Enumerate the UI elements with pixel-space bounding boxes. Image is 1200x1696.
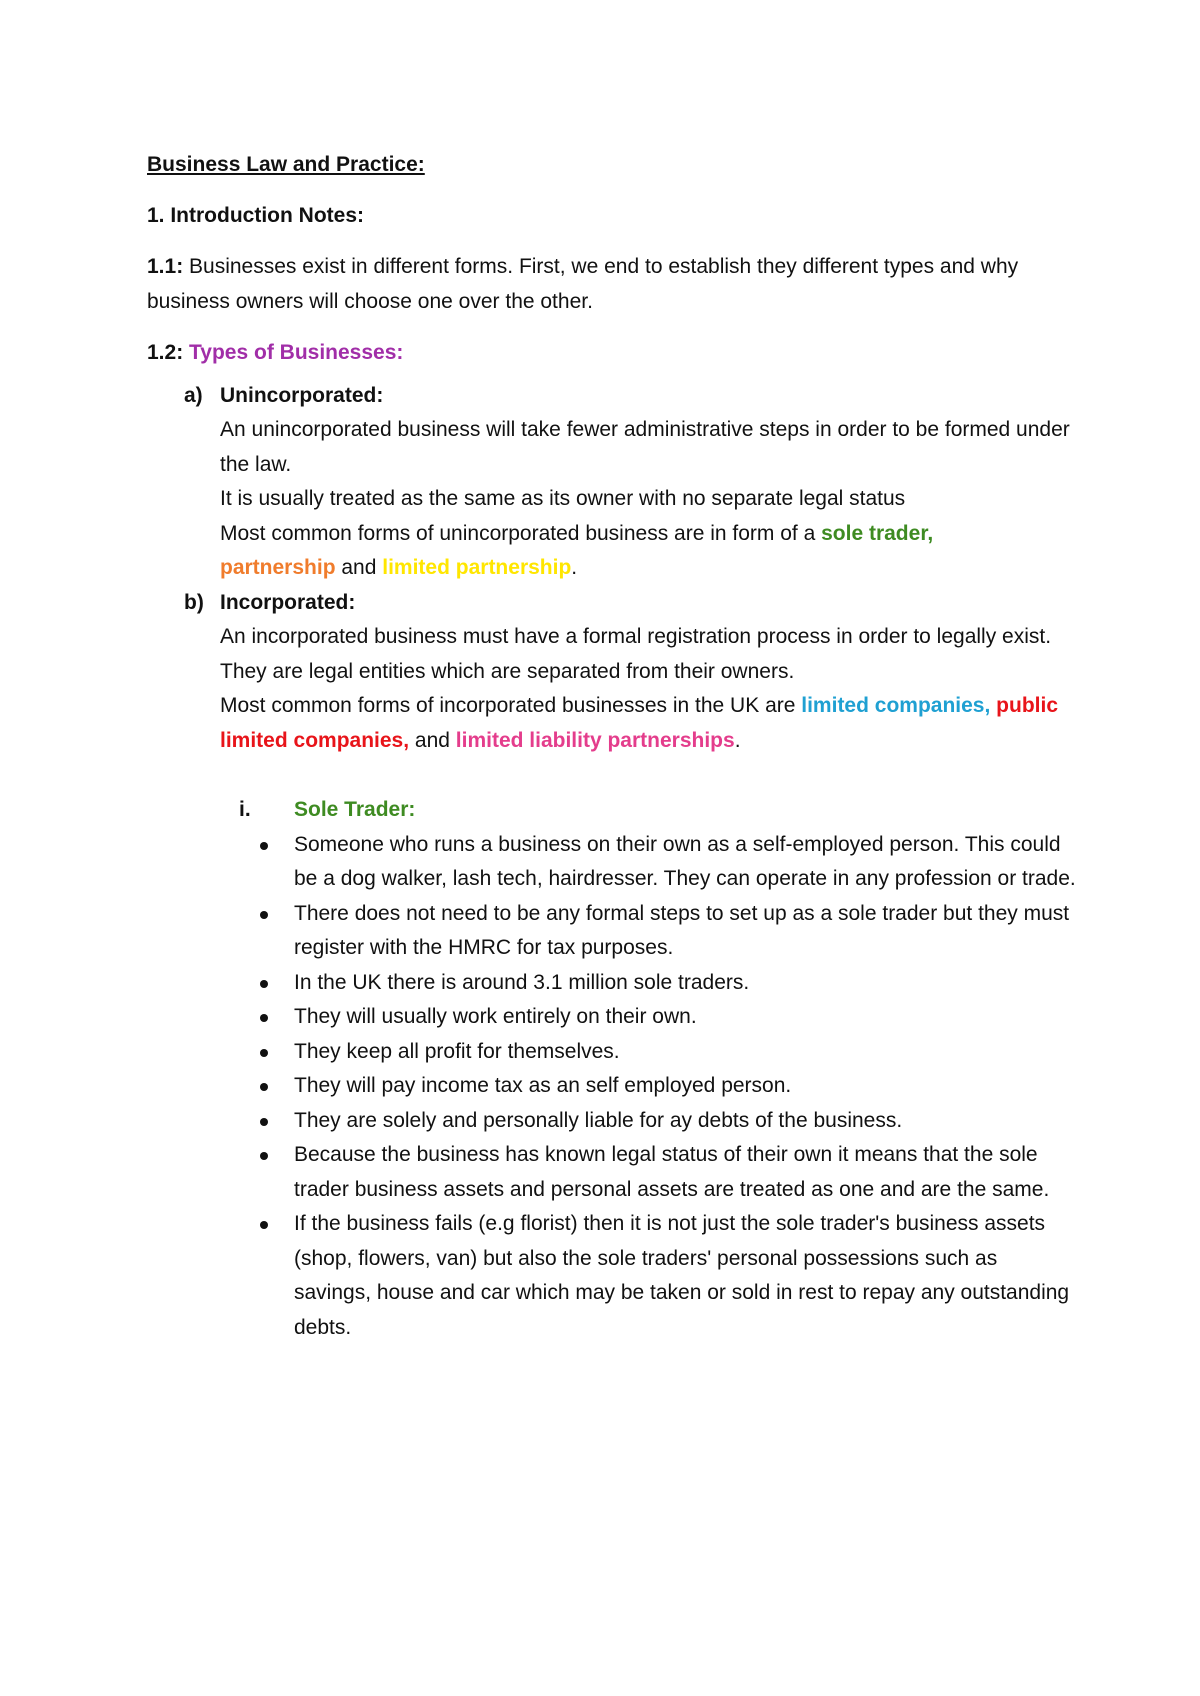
list-item bbox=[294, 1207, 1077, 1345]
bullet-icon bbox=[260, 1083, 268, 1091]
list-item bbox=[294, 897, 1077, 966]
sole-trader-term: sole trader, bbox=[821, 521, 934, 545]
list-item bbox=[294, 828, 1077, 897]
bullet-icon bbox=[260, 1014, 268, 1022]
unincorporated-line-3 bbox=[220, 517, 1077, 586]
partnership-term: partnership bbox=[220, 556, 336, 579]
limited-companies-term: limited companies, bbox=[801, 694, 991, 717]
list-item bbox=[294, 1069, 1077, 1104]
bullet-text: They are solely and personally liable for ay debts of the business. bbox=[294, 1108, 903, 1132]
incorporated-and: and bbox=[409, 728, 456, 752]
limited-partnership-term: limited partnership bbox=[382, 556, 572, 579]
list-item-incorporated bbox=[147, 586, 1077, 759]
types-of-businesses-heading: Types of Businesses: bbox=[189, 341, 404, 364]
document-title: Business Law and Practice: bbox=[147, 153, 425, 176]
list-item bbox=[294, 1138, 1077, 1207]
bullet-text: If the business fails (e.g florist) then it is not just the sole trader's business assets (shop, flowers, van) but also the sole traders' personal possessions such as savings, house and car which may be taken or sold in rest to repay any outstanding debts. bbox=[294, 1212, 1070, 1339]
paragraph-1-1-label: 1.1: bbox=[147, 255, 184, 278]
bullet-icon bbox=[260, 911, 268, 919]
incorporated-line-1: An incorporated business must have a formal registration process in order to legally exist. bbox=[220, 625, 1052, 648]
bullet-text: They keep all profit for themselves. bbox=[294, 1039, 620, 1063]
llp-term: limited liability partnerships bbox=[455, 728, 735, 752]
bullet-text: In the UK there is around 3.1 million sole traders. bbox=[294, 970, 750, 994]
section-heading-introduction: 1. Introduction Notes: bbox=[147, 203, 364, 227]
bullet-icon bbox=[260, 980, 268, 988]
public-limited-companies-term: public limited companies, bbox=[220, 694, 1059, 752]
list-marker-i: i. bbox=[239, 798, 251, 821]
paragraph-1-1-text: Businesses exist in different forms. First, we end to establish they different types and why business owners will choose one over the other. bbox=[147, 255, 1019, 313]
bullet-text: Because the business has known legal status of their own it means that the sole trader business assets and personal assets are treated as one and are the same. bbox=[294, 1143, 1050, 1201]
list-item bbox=[294, 1104, 1077, 1139]
bullet-icon bbox=[260, 1152, 268, 1160]
incorporated-line-3-prefix: Most common forms of incorporated businesses in the UK are bbox=[220, 694, 802, 717]
bullet-icon bbox=[260, 1049, 268, 1057]
incorporated-end: . bbox=[734, 728, 741, 752]
bullet-icon bbox=[260, 1118, 268, 1126]
unincorporated-and: and bbox=[335, 556, 383, 579]
incorporated-heading: Incorporated: bbox=[220, 590, 356, 614]
section-1-2-label: 1.2: bbox=[147, 341, 190, 364]
list-item bbox=[294, 1000, 1077, 1035]
bullet-text: They will pay income tax as an self employed person. bbox=[294, 1074, 792, 1097]
incorporated-line-3 bbox=[220, 689, 1077, 758]
bullet-text: They will usually work entirely on their own. bbox=[294, 1005, 697, 1028]
list-marker-b: b) bbox=[184, 590, 204, 614]
sole-trader-heading: Sole Trader: bbox=[294, 798, 416, 821]
section-heading-types bbox=[147, 336, 1077, 371]
list-item bbox=[294, 1035, 1077, 1070]
document-body bbox=[147, 148, 1077, 1345]
list-item bbox=[294, 966, 1077, 1001]
unincorporated-line-3-prefix: Most common forms of unincorporated business are in form of a bbox=[220, 521, 822, 545]
incorporated-line-2: They are legal entities which are separated from their owners. bbox=[220, 659, 795, 683]
unincorporated-heading: Unincorporated: bbox=[220, 383, 384, 407]
sole-trader-bullet-list bbox=[294, 828, 1077, 1346]
bullet-text: Someone who runs a business on their own as a self-employed person. This could be a dog walker, lash tech, hairdresser. They can operate in any profession or trade. bbox=[294, 832, 1076, 890]
unincorporated-end: . bbox=[571, 556, 578, 579]
bullet-text: There does not need to be any formal steps to set up as a sole trader but they must register with the HMRC for tax purposes. bbox=[294, 901, 1070, 959]
bullet-icon bbox=[260, 1221, 268, 1229]
unincorporated-line-2: It is usually treated as the same as its owner with no separate legal status bbox=[220, 487, 906, 510]
unincorporated-line-1: An unincorporated business will take fewer administrative steps in order to be formed under the law. bbox=[220, 418, 1070, 476]
bullet-icon bbox=[260, 842, 268, 850]
list-item-sole-trader bbox=[147, 793, 1077, 1345]
paragraph-1-1 bbox=[147, 250, 1077, 319]
list-item-unincorporated bbox=[147, 379, 1077, 586]
list-marker-a: a) bbox=[184, 383, 203, 407]
